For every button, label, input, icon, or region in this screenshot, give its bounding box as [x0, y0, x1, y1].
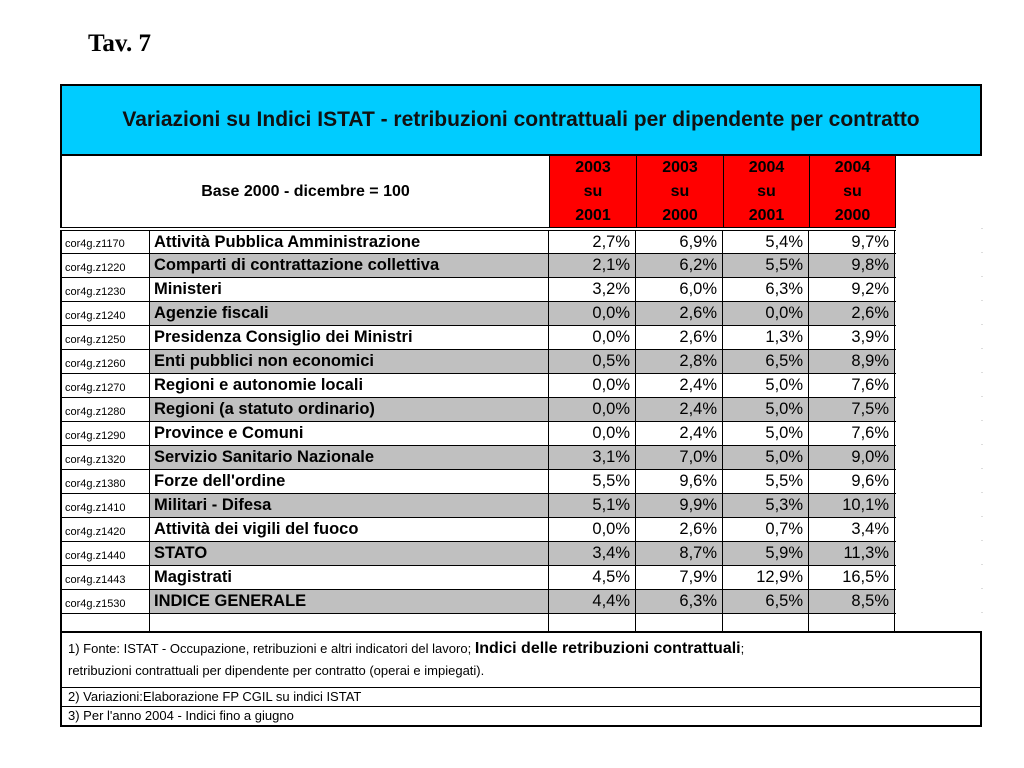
- column-su: su: [583, 182, 603, 200]
- empty-cell: [150, 614, 549, 631]
- row-value: 5,1%: [549, 494, 636, 517]
- column-ref: 2000: [662, 206, 698, 224]
- row-value: 0,0%: [549, 422, 636, 445]
- row-value: 6,3%: [723, 278, 809, 301]
- row-value: 0,0%: [549, 302, 636, 325]
- row-name: Attività Pubblica Amministrazione: [150, 231, 549, 253]
- table-row: [60, 230, 896, 254]
- row-code: cor4g.z1320: [60, 446, 150, 469]
- row-code: cor4g.z1220: [60, 254, 150, 277]
- footnote-2: 2) Variazioni:Elaborazione FP CGIL su indici ISTAT: [62, 688, 980, 707]
- column-ref: 2001: [575, 206, 611, 224]
- row-value: 5,3%: [723, 494, 809, 517]
- row-value: 2,6%: [636, 302, 723, 325]
- row-code: cor4g.z1440: [60, 542, 150, 565]
- row-value: 2,4%: [636, 398, 723, 421]
- column-su: su: [670, 182, 690, 200]
- row-code: cor4g.z1230: [60, 278, 150, 301]
- dotted-gridline: [981, 228, 983, 618]
- row-value: 7,0%: [636, 446, 723, 469]
- table-row: [60, 590, 896, 614]
- row-value: 5,9%: [723, 542, 809, 565]
- column-year: 2004: [834, 158, 871, 176]
- row-value: 5,5%: [549, 470, 636, 493]
- row-value: 6,5%: [723, 350, 809, 373]
- row-code: cor4g.z1270: [60, 374, 150, 397]
- row-value: 0,0%: [723, 302, 809, 325]
- row-value: 3,4%: [549, 542, 636, 565]
- column-year: 2003: [575, 158, 611, 176]
- row-value: 2,6%: [636, 518, 723, 541]
- row-value: 5,0%: [723, 374, 809, 397]
- row-value: 7,6%: [809, 422, 895, 445]
- row-value: 6,9%: [636, 231, 723, 253]
- row-value: 3,2%: [549, 278, 636, 301]
- row-name: STATO: [150, 542, 549, 565]
- row-code: cor4g.z1260: [60, 350, 150, 373]
- column-header-2003-2001: [550, 156, 637, 228]
- row-value: 10,1%: [809, 494, 895, 517]
- row-code: cor4g.z1170: [60, 231, 150, 253]
- table-row: [60, 494, 896, 518]
- row-value: 0,7%: [723, 518, 809, 541]
- data-table: [60, 230, 896, 614]
- table-row: [60, 374, 896, 398]
- footnote-1: [62, 633, 980, 688]
- empty-cell: [636, 614, 723, 631]
- table-heading: Variazioni su Indici ISTAT - retribuzioni contrattuali per dipendente per contratto: [60, 84, 982, 156]
- row-value: 8,7%: [636, 542, 723, 565]
- row-code: cor4g.z1380: [60, 470, 150, 493]
- footnote-1-suffix: ;: [740, 641, 745, 656]
- table-row: [60, 302, 896, 326]
- row-value: 9,7%: [809, 231, 895, 253]
- row-value: 4,4%: [549, 590, 636, 613]
- row-value: 6,5%: [723, 590, 809, 613]
- row-value: 0,0%: [549, 374, 636, 397]
- row-value: 3,9%: [809, 326, 895, 349]
- empty-row: [60, 614, 896, 631]
- row-name: Magistrati: [150, 566, 549, 589]
- row-name: Forze dell'ordine: [150, 470, 549, 493]
- column-su: su: [757, 182, 776, 200]
- table-row: [60, 422, 896, 446]
- row-value: 9,6%: [809, 470, 895, 493]
- base-label: Base 2000 - dicembre = 100: [60, 156, 550, 228]
- empty-cell: [60, 614, 150, 631]
- column-header-2003-2000: [637, 156, 724, 228]
- table-row: [60, 470, 896, 494]
- table-row: [60, 518, 896, 542]
- table-row: [60, 326, 896, 350]
- row-code: cor4g.z1280: [60, 398, 150, 421]
- row-code: cor4g.z1443: [60, 566, 150, 589]
- row-name: Servizio Sanitario Nazionale: [150, 446, 549, 469]
- row-value: 4,5%: [549, 566, 636, 589]
- row-code: cor4g.z1240: [60, 302, 150, 325]
- row-value: 5,4%: [723, 231, 809, 253]
- row-value: 9,0%: [809, 446, 895, 469]
- column-su: su: [843, 182, 862, 200]
- row-value: 7,9%: [636, 566, 723, 589]
- row-name: INDICE GENERALE: [150, 590, 549, 613]
- row-value: 7,6%: [809, 374, 895, 397]
- row-value: 9,2%: [809, 278, 895, 301]
- empty-cell: [809, 614, 895, 631]
- row-name: Presidenza Consiglio dei Ministri: [150, 326, 549, 349]
- column-year: 2003: [662, 158, 698, 176]
- row-name: Regioni (a statuto ordinario): [150, 398, 549, 421]
- table-row: [60, 542, 896, 566]
- row-name: Agenzie fiscali: [150, 302, 549, 325]
- row-value: 5,0%: [723, 446, 809, 469]
- row-name: Ministeri: [150, 278, 549, 301]
- row-value: 8,9%: [809, 350, 895, 373]
- row-name: Comparti di contrattazione collettiva: [150, 254, 549, 277]
- column-ref: 2000: [834, 206, 871, 224]
- row-value: 2,4%: [636, 374, 723, 397]
- row-value: 5,5%: [723, 470, 809, 493]
- table-row: [60, 446, 896, 470]
- row-value: 9,6%: [636, 470, 723, 493]
- row-value: 6,2%: [636, 254, 723, 277]
- row-code: cor4g.z1290: [60, 422, 150, 445]
- row-value: 2,6%: [809, 302, 895, 325]
- row-value: 0,0%: [549, 518, 636, 541]
- column-ref: 2001: [748, 206, 785, 224]
- row-value: 0,5%: [549, 350, 636, 373]
- table-row: [60, 254, 896, 278]
- row-value: 0,0%: [549, 326, 636, 349]
- table-row: [60, 350, 896, 374]
- row-value: 5,5%: [723, 254, 809, 277]
- row-value: 2,1%: [549, 254, 636, 277]
- row-value: 12,9%: [723, 566, 809, 589]
- row-value: 6,3%: [636, 590, 723, 613]
- row-name: Attività dei vigili del fuoco: [150, 518, 549, 541]
- footnote-3: 3) Per l'anno 2004 - Indici fino a giugno: [68, 708, 294, 723]
- row-value: 1,3%: [723, 326, 809, 349]
- row-value: 6,0%: [636, 278, 723, 301]
- row-value: 3,1%: [549, 446, 636, 469]
- row-code: cor4g.z1410: [60, 494, 150, 517]
- row-value: 16,5%: [809, 566, 895, 589]
- row-value: 7,5%: [809, 398, 895, 421]
- row-value: 9,9%: [636, 494, 723, 517]
- row-name: Regioni e autonomie locali: [150, 374, 549, 397]
- footnotes: [60, 631, 982, 727]
- row-value: 2,8%: [636, 350, 723, 373]
- column-year: 2004: [748, 158, 785, 176]
- row-value: 2,7%: [549, 231, 636, 253]
- row-value: 8,5%: [809, 590, 895, 613]
- slide-title: Tav. 7: [88, 30, 152, 57]
- row-name: Enti pubblici non economici: [150, 350, 549, 373]
- row-value: 5,0%: [723, 398, 809, 421]
- row-value: 9,8%: [809, 254, 895, 277]
- table-row: [60, 398, 896, 422]
- table-row: [60, 278, 896, 302]
- table-row: [60, 566, 896, 590]
- empty-cell: [549, 614, 636, 631]
- row-value: 2,4%: [636, 422, 723, 445]
- footnote-1-detail: retribuzioni contrattuali per dipendente per contratto (operai e impiegati).: [68, 663, 485, 678]
- footnote-1-source: 1) Fonte: ISTAT - Occupazione, retribuzioni e altri indicatori del lavoro;: [68, 641, 472, 656]
- empty-cell: [723, 614, 809, 631]
- column-header-2004-2000: [810, 156, 896, 228]
- row-value: 11,3%: [809, 542, 895, 565]
- column-header-2004-2001: [724, 156, 810, 228]
- row-name: Militari - Difesa: [150, 494, 549, 517]
- row-value: 2,6%: [636, 326, 723, 349]
- footnote-1-emphasis: Indici delle retribuzioni contrattuali: [474, 640, 741, 657]
- row-value: 0,0%: [549, 398, 636, 421]
- row-value: 5,0%: [723, 422, 809, 445]
- row-value: 3,4%: [809, 518, 895, 541]
- row-name: Province e Comuni: [150, 422, 549, 445]
- row-code: cor4g.z1420: [60, 518, 150, 541]
- row-code: cor4g.z1530: [60, 590, 150, 613]
- row-code: cor4g.z1250: [60, 326, 150, 349]
